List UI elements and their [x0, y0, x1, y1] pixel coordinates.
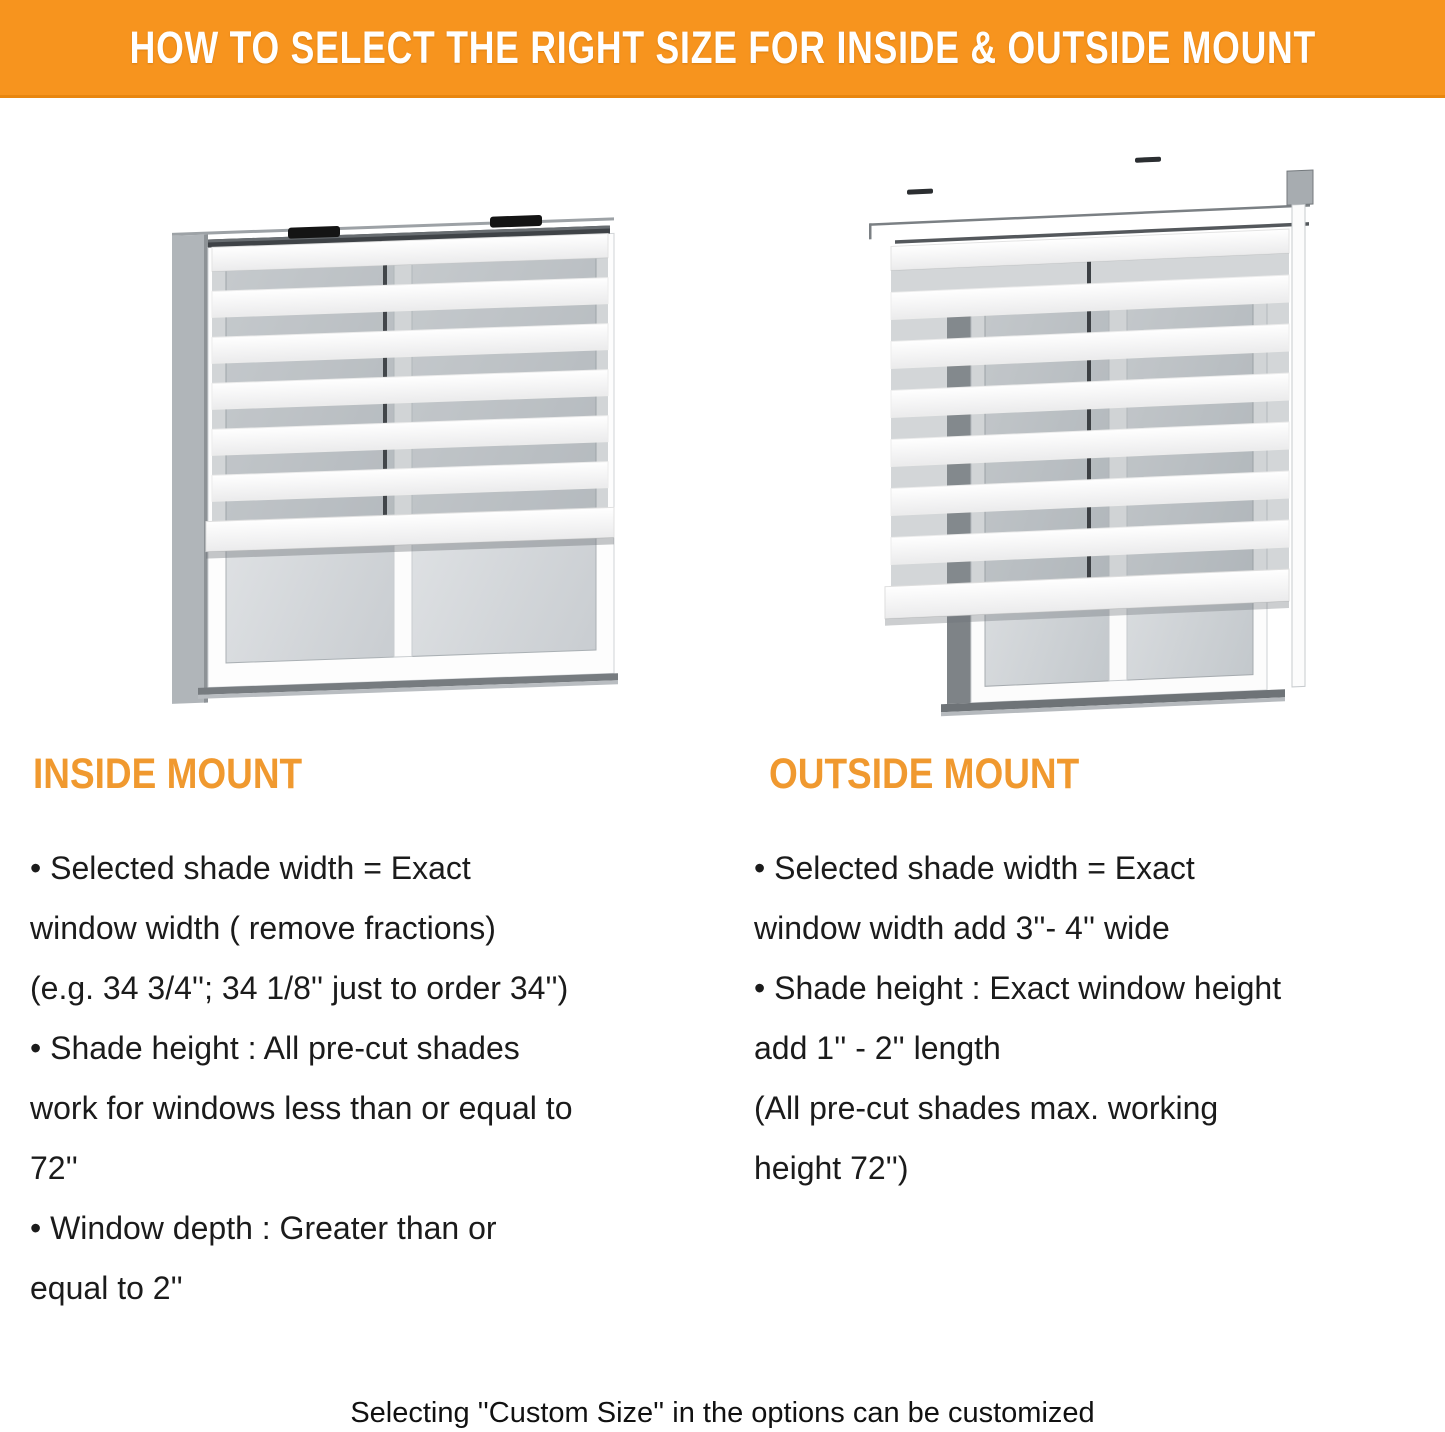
zebra-shade	[206, 233, 614, 558]
zebra-shade	[885, 229, 1289, 626]
bullet-line: • Shade height : Exact window height	[754, 970, 1282, 1006]
mounting-brackets	[907, 157, 1161, 195]
bullet-line: (All pre-cut shades max. working	[754, 1090, 1219, 1126]
inside-mount-illustration	[138, 140, 628, 720]
custom-size-note: Selecting ''Custom Size'' in the options can be customized	[350, 1397, 1095, 1429]
inside-mount-heading: INSIDE MOUNT	[33, 750, 303, 798]
bullet-line: add 1'' - 2'' length	[754, 1030, 1001, 1066]
outside-mount-text	[754, 838, 1281, 1198]
banner	[0, 0, 1445, 98]
outside-mount-illustration	[855, 122, 1325, 750]
bullet-line: • Window depth : Greater than or	[30, 1210, 497, 1246]
outside-mount-heading: OUTSIDE MOUNT	[769, 750, 1080, 798]
banner-title: HOW TO SELECT THE RIGHT SIZE FOR INSIDE & OUTSIDE MOUNT	[129, 21, 1316, 73]
bullet-line: • Selected shade width = Exact	[754, 850, 1195, 886]
side-channel	[1292, 204, 1305, 687]
bullet-line: equal to 2''	[30, 1270, 183, 1306]
bullet-line: (e.g. 34 3/4''; 34 1/8'' just to order 34'')	[30, 970, 569, 1006]
bullet-line: 72''	[30, 1150, 78, 1186]
outside-mount-window-drawing	[855, 122, 1325, 750]
inside-mount-window-drawing	[138, 140, 628, 720]
bullet-line: • Selected shade width = Exact	[30, 850, 471, 886]
bullet-line: work for windows less than or equal to	[30, 1090, 573, 1126]
bullet-line: height 72'')	[754, 1150, 909, 1186]
bullet-line: window width add 3''- 4'' wide	[754, 910, 1170, 946]
bullet-line: window width ( remove fractions)	[30, 910, 496, 946]
bullet-line: • Shade height : All pre-cut shades	[30, 1030, 520, 1066]
inside-mount-text	[30, 838, 572, 1318]
